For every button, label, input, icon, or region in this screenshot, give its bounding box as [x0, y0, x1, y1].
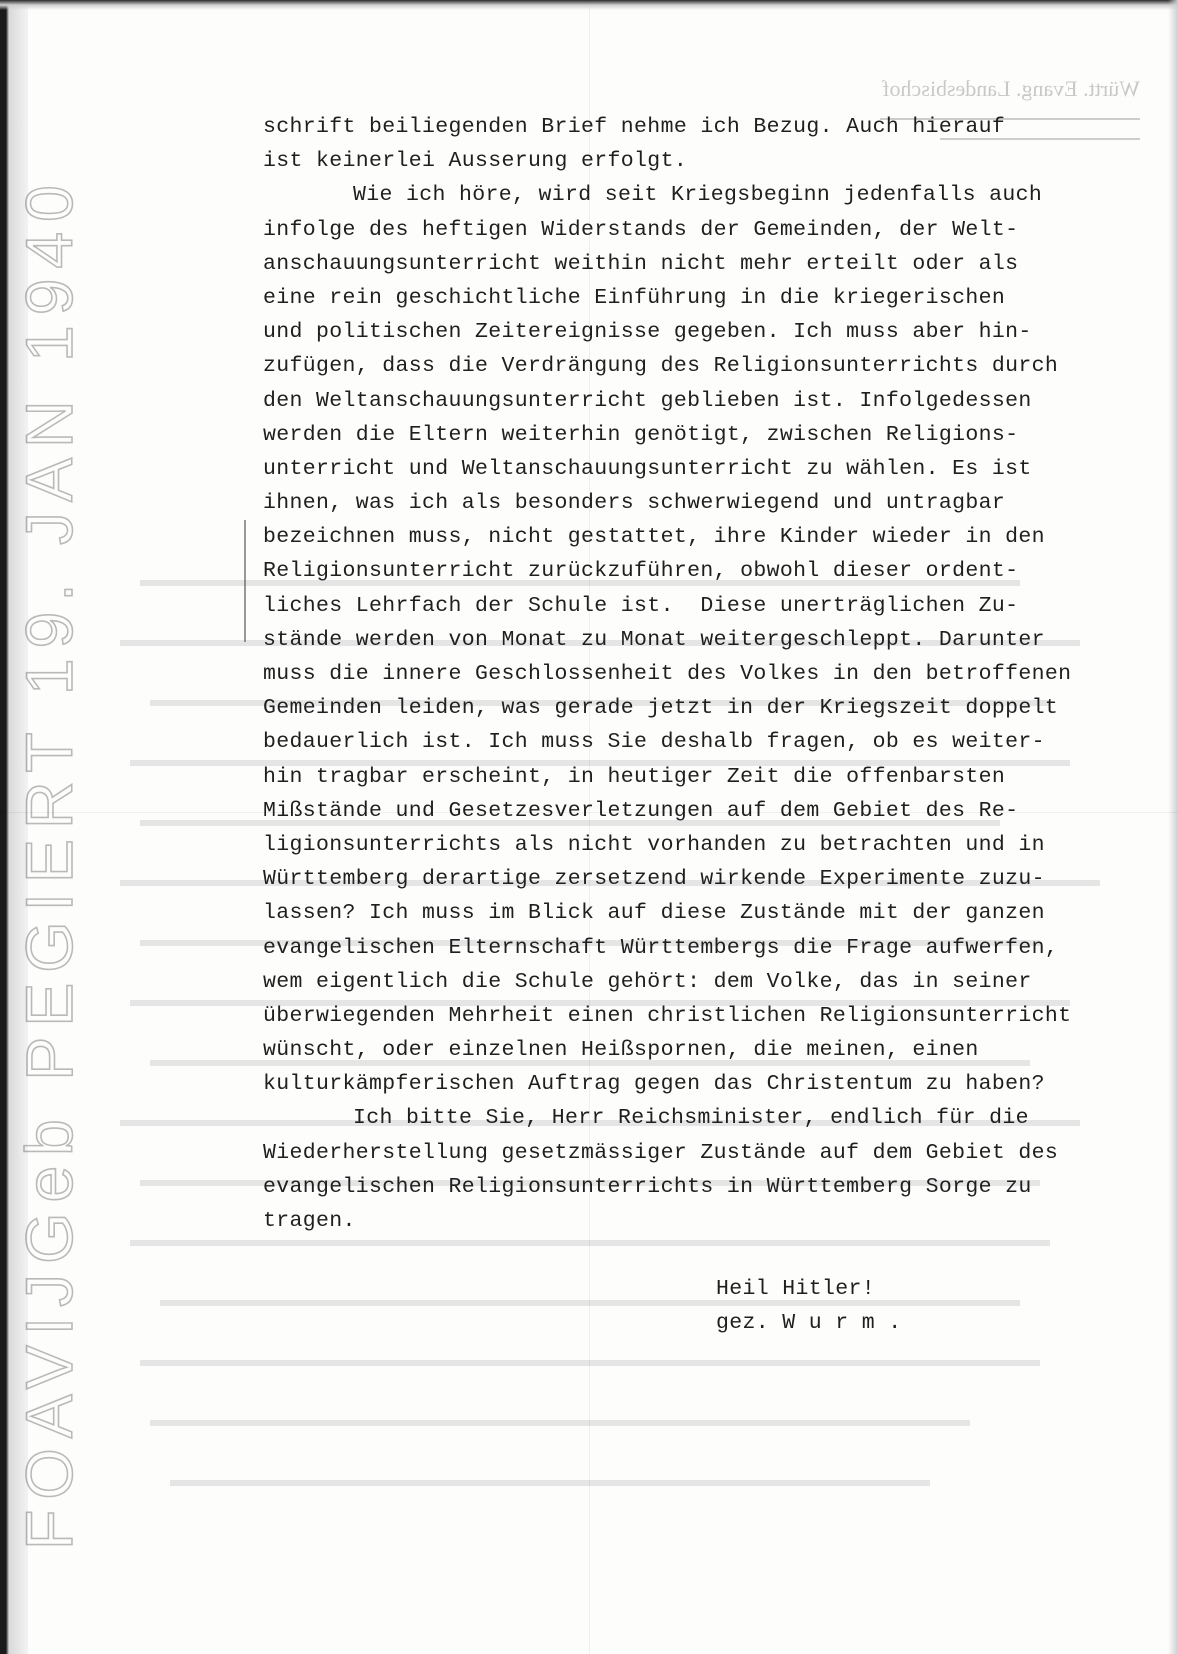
letter-line: stände werden von Monat zu Monat weitergeschleppt. Darunter	[263, 627, 1045, 652]
letter-line: den Weltanschauungsunterricht geblieben ist. Infolgedessen	[263, 388, 1032, 413]
scan-right-edge	[1168, 0, 1178, 1654]
letter-line: ihnen, was ich als besonders schwerwiegend und untragbar	[263, 491, 1006, 516]
closing-signature: gez. W u r m .	[716, 1311, 902, 1336]
letter-line: liches Lehrfach der Schule ist. Diese unerträglichen Zu-	[263, 593, 1019, 618]
letter-line: kulturkämpferischen Auftrag gegen das Christentum zu haben?	[263, 1072, 1045, 1097]
letter-line: evangelischen Elternschaft Württembergs die Frage aufwerfen,	[263, 935, 1059, 960]
letter-line: lassen? Ich muss im Blick auf diese Zustände mit der ganzen	[263, 901, 1045, 926]
letter-line: tragen.	[263, 1209, 356, 1233]
letter-line: ist keinerlei Ausserung erfolgt.	[263, 149, 688, 174]
letter-line: anschauungsunterricht weithin nicht mehr erteilt oder als	[263, 251, 1019, 276]
letter-line: eine rein geschichtliche Einführung in die kriegerischen	[263, 285, 1006, 310]
letter-line: Wie ich höre, wird seit Kriegsbeginn jedenfalls auch	[353, 183, 1043, 208]
letter-line: Württemberg derartige zersetzend wirkende Experimente zuzu-	[263, 867, 1045, 892]
letter-line: Gemeinden leiden, was gerade jetzt in der Kriegszeit doppelt	[263, 696, 1059, 721]
letter-line: bezeichnen muss, nicht gestattet, ihre Kinder wieder in den	[263, 525, 1045, 550]
letter-body	[263, 110, 1148, 1238]
letter-line: evangelischen Religionsunterrichts in Württemberg Sorge zu	[263, 1174, 1032, 1199]
letter-line: unterricht und Weltanschauungsunterricht zu wählen. Es ist	[263, 456, 1032, 481]
letter-line: infolge des heftigen Widerstands der Gemeinden, der Welt-	[263, 217, 1019, 242]
letter-line: wem eigentlich die Schule gehört: dem Volke, das in seiner	[263, 969, 1032, 994]
letter-line: überwiegenden Mehrheit einen christlichen Religionsunterricht	[263, 1003, 1072, 1028]
letter-line: wünscht, oder einzelnen Heißspornen, die meinen, einen	[263, 1038, 979, 1063]
letter-line: Ich bitte Sie, Herr Reichsminister, endlich für die	[353, 1106, 1029, 1131]
letter-line: muss die innere Geschlossenheit des Volkes in den betroffenen	[263, 662, 1072, 686]
letterhead-bleed-text: Württ. Evang. Landesbischof	[882, 76, 1140, 101]
letter-line: Religionsunterricht zurückzuführen, obwohl dieser ordent-	[263, 559, 1019, 584]
letter-line: hin tragbar erscheint, in heutiger Zeit die offenbarsten	[263, 764, 1006, 789]
letter-closing	[716, 1272, 902, 1340]
letter-line: Wiederherstellung gesetzmässiger Zustände auf dem Gebiet des	[263, 1140, 1059, 1165]
letter-line: werden die Eltern weiterhin genötigt, zwischen Religions-	[263, 422, 1019, 447]
closing-greeting: Heil Hitler!	[716, 1277, 876, 1301]
archive-stamp-text: FOAVIJGeb PEGIERT 19. JAN 1940	[12, 175, 86, 1550]
letter-line: Mißstände und Gesetzesverletzungen auf dem Gebiet des Re-	[263, 798, 1019, 823]
letter-line: zufügen, dass die Verdrängung des Religionsunterrichts durch	[263, 354, 1059, 379]
scan-top-edge	[0, 0, 1178, 10]
letter-line: bedauerlich ist. Ich muss Sie deshalb fragen, ob es weiter-	[263, 730, 1045, 755]
letter-line: schrift beiliegenden Brief nehme ich Bezug. Auch hierauf	[263, 115, 1006, 139]
margin-pencil-mark	[244, 520, 246, 642]
letter-line: und politischen Zeitereignisse gegeben. Ich muss aber hin-	[263, 320, 1032, 345]
letter-line: ligionsunterrichts als nicht vorhanden zu betrachten und in	[263, 832, 1045, 857]
